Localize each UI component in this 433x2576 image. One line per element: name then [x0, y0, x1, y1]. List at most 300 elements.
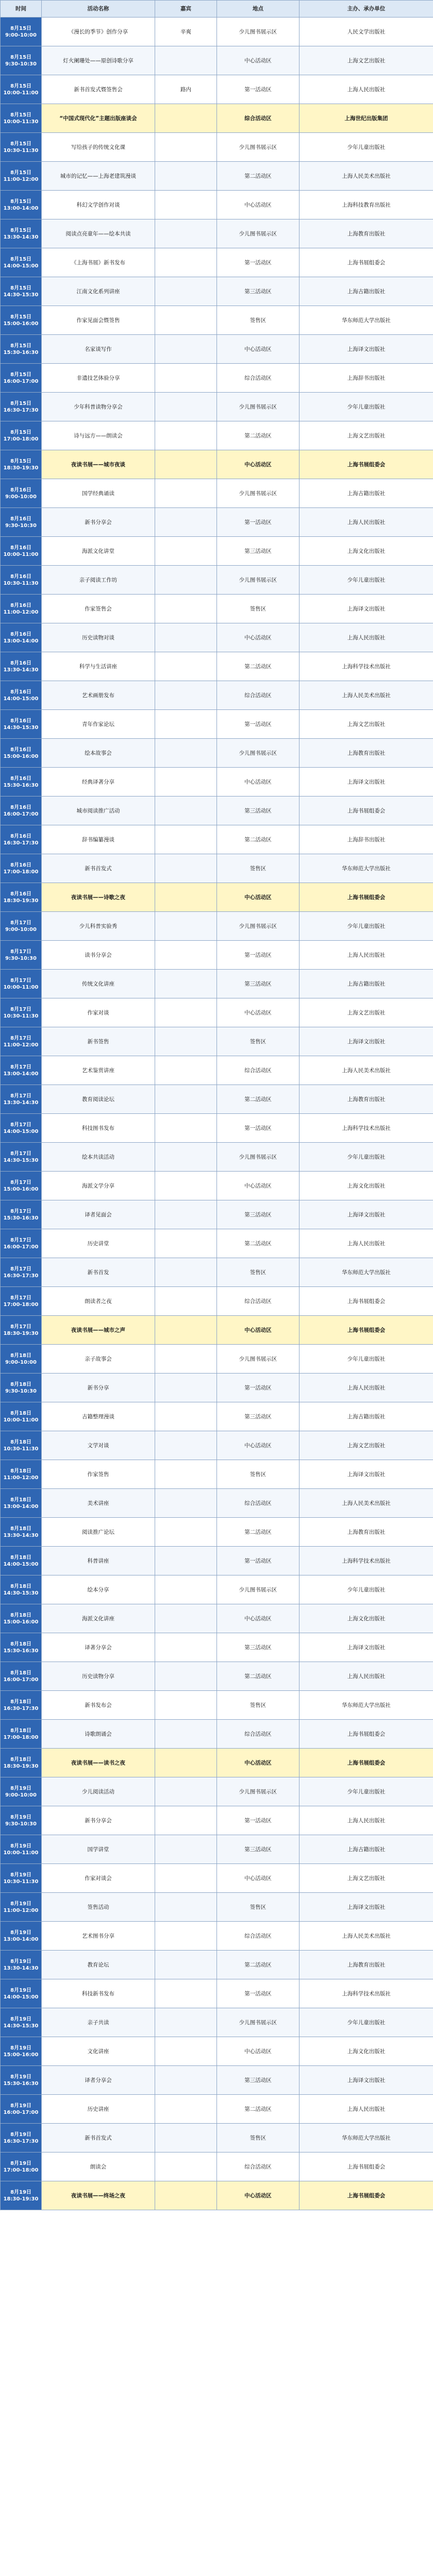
- event-name-cell: 夜读书展——城市之声: [42, 1316, 155, 1345]
- guest-cell: [155, 1316, 217, 1345]
- table-row: [1, 998, 433, 1027]
- organizer-cell: 少年儿童出版社: [299, 912, 433, 941]
- guest-cell: [155, 1143, 217, 1172]
- event-name-cell: 非遗技艺体验分享: [42, 364, 155, 393]
- time-cell: 8月17日 16:00-17:00: [1, 1229, 42, 1258]
- location-cell: 第二活动区: [217, 652, 299, 681]
- organizer-cell: 上海人民美术出版社: [299, 1489, 433, 1518]
- guest-cell: [155, 1662, 217, 1691]
- event-name-cell: 《漫长的季节》创作分享: [42, 18, 155, 46]
- table-row: [1, 739, 433, 768]
- table-row: [1, 941, 433, 970]
- table-row: [1, 1489, 433, 1518]
- location-cell: 中心活动区: [217, 335, 299, 364]
- time-cell: 8月17日 10:30-11:30: [1, 998, 42, 1027]
- guest-cell: [155, 1835, 217, 1864]
- guest-cell: [155, 1345, 217, 1374]
- table-row: [1, 796, 433, 825]
- guest-cell: [155, 2124, 217, 2153]
- event-name-cell: 新书首发: [42, 1258, 155, 1287]
- event-name-cell: 阅读点亮童年——绘本共读: [42, 219, 155, 248]
- location-cell: 签售区: [217, 1460, 299, 1489]
- event-name-cell: 海派文化讲座: [42, 1604, 155, 1633]
- time-cell: 8月17日 9:00-10:00: [1, 912, 42, 941]
- guest-cell: [155, 1979, 217, 2008]
- time-cell: 8月15日 14:00-15:00: [1, 248, 42, 277]
- table-row: [1, 1518, 433, 1547]
- table-row: [1, 277, 433, 306]
- table-row: [1, 2181, 433, 2210]
- table-row: [1, 623, 433, 652]
- header-time: 时间: [1, 1, 42, 18]
- time-cell: 8月19日 9:00-10:00: [1, 1777, 42, 1806]
- time-cell: 8月19日 11:00-12:00: [1, 1893, 42, 1922]
- time-cell: 8月19日 9:30-10:30: [1, 1806, 42, 1835]
- guest-cell: [155, 566, 217, 595]
- location-cell: 少儿图书展示区: [217, 1345, 299, 1374]
- guest-cell: [155, 796, 217, 825]
- event-name-cell: 传统文化讲座: [42, 970, 155, 998]
- location-cell: 第一活动区: [217, 710, 299, 739]
- table-row: [1, 1720, 433, 1749]
- event-name-cell: 城市的记忆——上海老建筑漫谈: [42, 162, 155, 191]
- time-cell: 8月15日 10:30-11:30: [1, 133, 42, 162]
- event-name-cell: 新书发布会: [42, 1691, 155, 1720]
- organizer-cell: 上海教育出版社: [299, 739, 433, 768]
- location-cell: 签售区: [217, 1027, 299, 1056]
- location-cell: 第二活动区: [217, 421, 299, 450]
- organizer-cell: 上海文艺出版社: [299, 1864, 433, 1893]
- location-cell: 第一活动区: [217, 75, 299, 104]
- table-row: [1, 104, 433, 133]
- location-cell: 中心活动区: [217, 1604, 299, 1633]
- guest-cell: [155, 681, 217, 710]
- time-cell: 8月19日 13:00-14:00: [1, 1922, 42, 1951]
- table-row: [1, 2095, 433, 2124]
- location-cell: 中心活动区: [217, 450, 299, 479]
- time-cell: 8月17日 10:00-11:00: [1, 970, 42, 998]
- table-row: [1, 825, 433, 854]
- organizer-cell: 上海文艺出版社: [299, 710, 433, 739]
- time-cell: 8月19日 10:30-11:30: [1, 1864, 42, 1893]
- location-cell: 签售区: [217, 306, 299, 335]
- event-name-cell: 亲子故事会: [42, 1345, 155, 1374]
- organizer-cell: 上海书展组委会: [299, 248, 433, 277]
- table-row: [1, 248, 433, 277]
- guest-cell: [155, 104, 217, 133]
- time-cell: 8月16日 15:00-16:00: [1, 739, 42, 768]
- time-cell: 8月19日 16:00-17:00: [1, 2095, 42, 2124]
- event-name-cell: 夜读书展——城市夜谈: [42, 450, 155, 479]
- table-row: [1, 912, 433, 941]
- event-name-cell: 少儿阅读活动: [42, 1777, 155, 1806]
- location-cell: 少儿图书展示区: [217, 739, 299, 768]
- guest-cell: [155, 450, 217, 479]
- time-cell: 8月18日 14:00-15:00: [1, 1547, 42, 1575]
- event-name-cell: 国学讲堂: [42, 1835, 155, 1864]
- time-cell: 8月15日 13:30-14:30: [1, 219, 42, 248]
- event-name-cell: 作家签售会: [42, 595, 155, 623]
- location-cell: 少儿图书展示区: [217, 479, 299, 508]
- guest-cell: [155, 508, 217, 537]
- time-cell: 8月17日 14:00-15:00: [1, 1114, 42, 1143]
- event-name-cell: 文学对谈: [42, 1431, 155, 1460]
- table-row: [1, 1604, 433, 1633]
- event-name-cell: 诗与远方——朗读会: [42, 421, 155, 450]
- organizer-cell: 少年儿童出版社: [299, 393, 433, 421]
- location-cell: 少儿图书展示区: [217, 2008, 299, 2037]
- guest-cell: [155, 479, 217, 508]
- event-name-cell: 阅读推广论坛: [42, 1518, 155, 1547]
- organizer-cell: 华东师范大学出版社: [299, 1691, 433, 1720]
- guest-cell: [155, 595, 217, 623]
- organizer-cell: 上海书展组委会: [299, 1720, 433, 1749]
- guest-cell: [155, 623, 217, 652]
- location-cell: 中心活动区: [217, 623, 299, 652]
- organizer-cell: 上海文艺出版社: [299, 998, 433, 1027]
- event-name-cell: 新书分享会: [42, 1806, 155, 1835]
- event-name-cell: 夜读书展——诗歌之夜: [42, 883, 155, 912]
- time-cell: 8月15日 14:30-15:30: [1, 277, 42, 306]
- time-cell: 8月16日 9:30-10:30: [1, 508, 42, 537]
- location-cell: 第三活动区: [217, 1835, 299, 1864]
- table-row: [1, 2124, 433, 2153]
- location-cell: 中心活动区: [217, 883, 299, 912]
- organizer-cell: 上海辞书出版社: [299, 364, 433, 393]
- organizer-cell: 上海科学技术出版社: [299, 1547, 433, 1575]
- organizer-cell: 上海文艺出版社: [299, 421, 433, 450]
- organizer-cell: 上海书展组委会: [299, 883, 433, 912]
- time-cell: 8月16日 17:00-18:00: [1, 854, 42, 883]
- time-cell: 8月17日 13:30-14:30: [1, 1085, 42, 1114]
- event-name-cell: 江南文化系列讲座: [42, 277, 155, 306]
- time-cell: 8月15日 10:00-11:30: [1, 104, 42, 133]
- guest-cell: [155, 1633, 217, 1662]
- table-row: [1, 133, 433, 162]
- table-row: [1, 421, 433, 450]
- guest-cell: [155, 652, 217, 681]
- location-cell: 少儿图书展示区: [217, 393, 299, 421]
- event-name-cell: 文化讲座: [42, 2037, 155, 2066]
- location-cell: 少儿图书展示区: [217, 1777, 299, 1806]
- event-name-cell: 科学与生活讲座: [42, 652, 155, 681]
- location-cell: 第三活动区: [217, 537, 299, 566]
- time-cell: 8月19日 17:00-18:00: [1, 2153, 42, 2181]
- guest-cell: [155, 1575, 217, 1604]
- guest-cell: [155, 219, 217, 248]
- location-cell: 第一活动区: [217, 1806, 299, 1835]
- organizer-cell: 上海人民出版社: [299, 941, 433, 970]
- location-cell: 中心活动区: [217, 46, 299, 75]
- table-row: [1, 306, 433, 335]
- organizer-cell: 上海书展组委会: [299, 1287, 433, 1316]
- event-name-cell: 夜读书展——终场之夜: [42, 2181, 155, 2210]
- guest-cell: [155, 1258, 217, 1287]
- table-row: [1, 1835, 433, 1864]
- time-cell: 8月15日 11:00-12:00: [1, 162, 42, 191]
- time-cell: 8月18日 16:30-17:30: [1, 1691, 42, 1720]
- location-cell: 第一活动区: [217, 1374, 299, 1402]
- organizer-cell: 上海书展组委会: [299, 1316, 433, 1345]
- organizer-cell: 少年儿童出版社: [299, 566, 433, 595]
- organizer-cell: 少年儿童出版社: [299, 133, 433, 162]
- location-cell: 第二活动区: [217, 1229, 299, 1258]
- table-row: [1, 1172, 433, 1200]
- guest-cell: [155, 191, 217, 219]
- location-cell: 第一活动区: [217, 248, 299, 277]
- time-cell: 8月15日 9:00-10:00: [1, 18, 42, 46]
- table-row: [1, 1547, 433, 1575]
- guest-cell: [155, 46, 217, 75]
- event-name-cell: 城市阅读推广活动: [42, 796, 155, 825]
- time-cell: 8月17日 18:30-19:30: [1, 1316, 42, 1345]
- event-name-cell: 历史读物分享: [42, 1662, 155, 1691]
- guest-cell: [155, 2095, 217, 2124]
- table-row: [1, 537, 433, 566]
- organizer-cell: 上海人民美术出版社: [299, 162, 433, 191]
- event-name-cell: 海派文学分享: [42, 1172, 155, 1200]
- organizer-cell: 上海人民出版社: [299, 1662, 433, 1691]
- organizer-cell: 上海译文出版社: [299, 335, 433, 364]
- guest-cell: [155, 710, 217, 739]
- time-cell: 8月15日 17:00-18:00: [1, 421, 42, 450]
- time-cell: 8月19日 15:00-16:00: [1, 2037, 42, 2066]
- organizer-cell: 上海人民出版社: [299, 623, 433, 652]
- location-cell: 第三活动区: [217, 2066, 299, 2095]
- guest-cell: [155, 248, 217, 277]
- event-name-cell: 名家谈写作: [42, 335, 155, 364]
- guest-cell: [155, 1922, 217, 1951]
- time-cell: 8月19日 10:00-11:00: [1, 1835, 42, 1864]
- location-cell: 少儿图书展示区: [217, 912, 299, 941]
- table-row: [1, 1691, 433, 1720]
- organizer-cell: 上海书展组委会: [299, 2181, 433, 2210]
- table-row: [1, 191, 433, 219]
- event-name-cell: 绘本分享: [42, 1575, 155, 1604]
- event-name-cell: 科幻文学创作对谈: [42, 191, 155, 219]
- table-row: [1, 1085, 433, 1114]
- table-row: [1, 219, 433, 248]
- location-cell: 中心活动区: [217, 191, 299, 219]
- event-name-cell: 朗读会: [42, 2153, 155, 2181]
- guest-cell: [155, 970, 217, 998]
- guest-cell: [155, 1229, 217, 1258]
- guest-cell: [155, 825, 217, 854]
- guest-cell: [155, 883, 217, 912]
- guest-cell: [155, 2153, 217, 2181]
- guest-cell: [155, 1951, 217, 1979]
- location-cell: 综合活动区: [217, 2153, 299, 2181]
- guest-cell: [155, 1518, 217, 1547]
- event-name-cell: 新书首发式: [42, 2124, 155, 2153]
- guest-cell: [155, 1287, 217, 1316]
- organizer-cell: 上海科学技术出版社: [299, 652, 433, 681]
- table-row: [1, 2153, 433, 2181]
- guest-cell: [155, 1402, 217, 1431]
- organizer-cell: 上海世纪出版集团: [299, 104, 433, 133]
- table-row: [1, 1662, 433, 1691]
- organizer-cell: 上海译文出版社: [299, 1460, 433, 1489]
- organizer-cell: 上海译文出版社: [299, 1893, 433, 1922]
- guest-cell: [155, 1027, 217, 1056]
- guest-cell: [155, 1604, 217, 1633]
- location-cell: 第二活动区: [217, 1518, 299, 1547]
- location-cell: 中心活动区: [217, 998, 299, 1027]
- organizer-cell: 上海译文出版社: [299, 1633, 433, 1662]
- table-row: [1, 1864, 433, 1893]
- guest-cell: [155, 277, 217, 306]
- guest-cell: 辛爽: [155, 18, 217, 46]
- time-cell: 8月16日 13:30-14:30: [1, 652, 42, 681]
- time-cell: 8月15日 10:00-11:00: [1, 75, 42, 104]
- organizer-cell: 华东师范大学出版社: [299, 306, 433, 335]
- time-cell: 8月18日 10:00-11:00: [1, 1402, 42, 1431]
- organizer-cell: 上海人民出版社: [299, 1374, 433, 1402]
- location-cell: 少儿图书展示区: [217, 133, 299, 162]
- organizer-cell: 上海译文出版社: [299, 1200, 433, 1229]
- table-row: [1, 1056, 433, 1085]
- location-cell: 签售区: [217, 1691, 299, 1720]
- time-cell: 8月16日 18:30-19:30: [1, 883, 42, 912]
- event-name-cell: 青年作家论坛: [42, 710, 155, 739]
- location-cell: 签售区: [217, 2124, 299, 2153]
- location-cell: 签售区: [217, 1893, 299, 1922]
- event-name-cell: 读书分享会: [42, 941, 155, 970]
- location-cell: 第二活动区: [217, 1085, 299, 1114]
- guest-cell: [155, 854, 217, 883]
- organizer-cell: 少年儿童出版社: [299, 1575, 433, 1604]
- guest-cell: [155, 2008, 217, 2037]
- table-row: [1, 1287, 433, 1316]
- table-row: [1, 652, 433, 681]
- table-row: [1, 1633, 433, 1662]
- table-row: [1, 1749, 433, 1777]
- organizer-cell: 少年儿童出版社: [299, 1345, 433, 1374]
- event-name-cell: 新书分享: [42, 1374, 155, 1402]
- header-organizer: 主办、承办单位: [299, 1, 433, 18]
- guest-cell: [155, 1431, 217, 1460]
- table-row: [1, 1922, 433, 1951]
- location-cell: 中心活动区: [217, 1172, 299, 1200]
- event-name-cell: 科普讲座: [42, 1547, 155, 1575]
- table-row: [1, 1316, 433, 1345]
- organizer-cell: 上海文化出版社: [299, 2037, 433, 2066]
- time-cell: 8月16日 14:30-15:30: [1, 710, 42, 739]
- table-row: [1, 1460, 433, 1489]
- organizer-cell: 上海教育出版社: [299, 1085, 433, 1114]
- time-cell: 8月18日 13:30-14:30: [1, 1518, 42, 1547]
- location-cell: 第一活动区: [217, 1979, 299, 2008]
- table-row: [1, 1402, 433, 1431]
- event-name-cell: 历史讲座: [42, 2095, 155, 2124]
- event-name-cell: 新书签售: [42, 1027, 155, 1056]
- table-row: [1, 2037, 433, 2066]
- location-cell: 综合活动区: [217, 1287, 299, 1316]
- event-name-cell: 新书分享会: [42, 508, 155, 537]
- event-name-cell: 美术讲座: [42, 1489, 155, 1518]
- event-name-cell: 科技新书发布: [42, 1979, 155, 2008]
- table-row: [1, 1200, 433, 1229]
- table-row: [1, 75, 433, 104]
- location-cell: 中心活动区: [217, 768, 299, 796]
- organizer-cell: 人民文学出版社: [299, 18, 433, 46]
- guest-cell: [155, 421, 217, 450]
- time-cell: 8月17日 11:00-12:00: [1, 1027, 42, 1056]
- guest-cell: [155, 335, 217, 364]
- event-name-cell: 灯火阑珊处——原创诗歌分享: [42, 46, 155, 75]
- table-row: [1, 1777, 433, 1806]
- location-cell: 中心活动区: [217, 1749, 299, 1777]
- location-cell: 综合活动区: [217, 1720, 299, 1749]
- location-cell: 第二活动区: [217, 2095, 299, 2124]
- table-row: [1, 1431, 433, 1460]
- event-name-cell: 译者见面会: [42, 1200, 155, 1229]
- event-name-cell: 亲子阅读工作坊: [42, 566, 155, 595]
- location-cell: 第一活动区: [217, 1547, 299, 1575]
- guest-cell: [155, 1720, 217, 1749]
- header-row: [1, 1, 433, 18]
- event-name-cell: 绘本故事会: [42, 739, 155, 768]
- organizer-cell: 上海教育出版社: [299, 219, 433, 248]
- table-header: [1, 1, 433, 18]
- guest-cell: [155, 1056, 217, 1085]
- table-row: [1, 1345, 433, 1374]
- event-name-cell: 新书首发式暨签售会: [42, 75, 155, 104]
- organizer-cell: 上海古籍出版社: [299, 970, 433, 998]
- time-cell: 8月17日 14:30-15:30: [1, 1143, 42, 1172]
- guest-cell: [155, 1777, 217, 1806]
- organizer-cell: 上海译文出版社: [299, 2066, 433, 2095]
- organizer-cell: 上海书展组委会: [299, 796, 433, 825]
- organizer-cell: 上海人民美术出版社: [299, 1056, 433, 1085]
- guest-cell: [155, 1460, 217, 1489]
- location-cell: 第二活动区: [217, 825, 299, 854]
- time-cell: 8月17日 9:30-10:30: [1, 941, 42, 970]
- location-cell: 第三活动区: [217, 970, 299, 998]
- time-cell: 8月15日 13:00-14:00: [1, 191, 42, 219]
- organizer-cell: 上海古籍出版社: [299, 1835, 433, 1864]
- event-name-cell: 艺术鉴赏讲座: [42, 1056, 155, 1085]
- location-cell: 签售区: [217, 854, 299, 883]
- event-name-cell: 经典译著分享: [42, 768, 155, 796]
- location-cell: 综合活动区: [217, 1922, 299, 1951]
- event-name-cell: 辞书编纂漫谈: [42, 825, 155, 854]
- table-row: [1, 1951, 433, 1979]
- event-name-cell: 艺术图书分享: [42, 1922, 155, 1951]
- time-cell: 8月16日 11:00-12:00: [1, 595, 42, 623]
- table-row: [1, 1258, 433, 1287]
- organizer-cell: 上海科技教育出版社: [299, 191, 433, 219]
- event-name-cell: 译者分享会: [42, 2066, 155, 2095]
- event-name-cell: 古籍整理漫谈: [42, 1402, 155, 1431]
- table-row: [1, 1143, 433, 1172]
- event-name-cell: 作家对谈: [42, 998, 155, 1027]
- table-row: [1, 595, 433, 623]
- header-location: 地点: [217, 1, 299, 18]
- organizer-cell: 上海文化出版社: [299, 1604, 433, 1633]
- table-row: [1, 2008, 433, 2037]
- time-cell: 8月18日 10:30-11:30: [1, 1431, 42, 1460]
- time-cell: 8月15日 16:30-17:30: [1, 393, 42, 421]
- organizer-cell: 上海文艺出版社: [299, 1431, 433, 1460]
- table-row: [1, 970, 433, 998]
- time-cell: 8月17日 16:30-17:30: [1, 1258, 42, 1287]
- organizer-cell: 上海译文出版社: [299, 768, 433, 796]
- header-guest: 嘉宾: [155, 1, 217, 18]
- table-row: [1, 450, 433, 479]
- table-row: [1, 46, 433, 75]
- organizer-cell: 少年儿童出版社: [299, 1777, 433, 1806]
